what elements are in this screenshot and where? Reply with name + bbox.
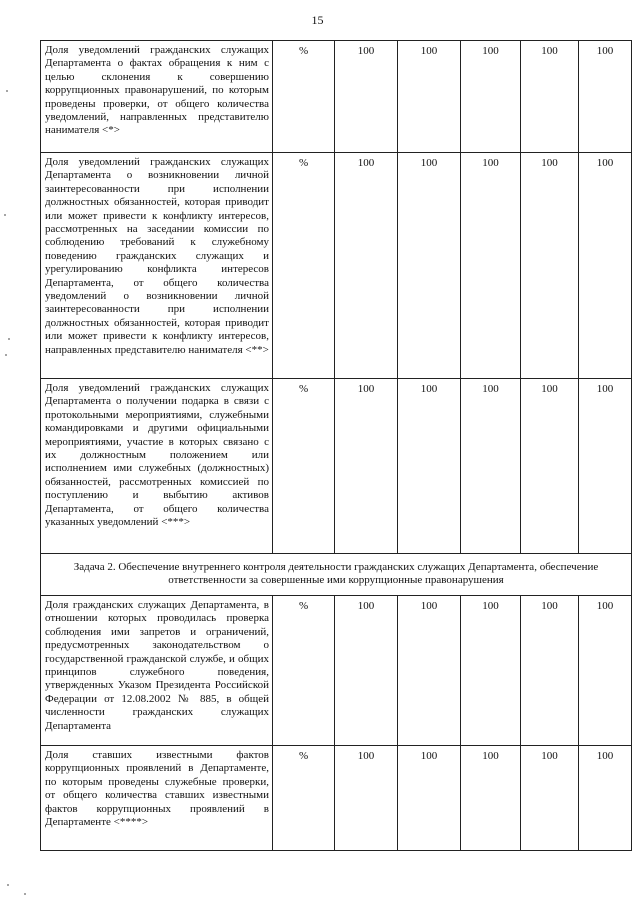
indicator-description: Доля уведомлений гражданских служащих Департамента о получении подарка в связи с протокольными мероприятиями, служебными командировками и другими официальными мероприятиями, участие в которых связано с их должностным положением или исполнением ими служебных (должностных) обязанностей, рассмотренных комиссией по поступлению и выбытию активов Департамента, от общего количества указанных уведомлений <***> — [41, 379, 273, 554]
scan-speck — [24, 893, 26, 895]
table-row — [41, 596, 632, 746]
indicator-value: 100 — [335, 746, 398, 851]
indicator-value: 100 — [521, 746, 579, 851]
page-number: 15 — [311, 13, 324, 27]
indicator-value: 100 — [579, 153, 632, 379]
indicators-table — [40, 40, 632, 851]
indicator-value: 100 — [398, 746, 461, 851]
indicator-value: 100 — [521, 41, 579, 153]
indicator-value: 100 — [335, 596, 398, 746]
scan-speck — [5, 354, 7, 356]
indicator-value: 100 — [398, 153, 461, 379]
indicator-value: 100 — [335, 41, 398, 153]
indicator-unit: % — [273, 153, 335, 379]
table-row — [41, 746, 632, 851]
scan-speck — [4, 214, 6, 216]
indicator-value: 100 — [579, 41, 632, 153]
indicator-value: 100 — [335, 379, 398, 554]
scan-speck — [7, 884, 9, 886]
indicator-value: 100 — [398, 596, 461, 746]
table-row — [41, 153, 632, 379]
scan-speck — [8, 338, 10, 340]
indicator-value: 100 — [579, 746, 632, 851]
task-2-title: Задача 2. Обеспечение внутреннего контроля деятельности гражданских служащих Департамента, обеспечение ответственности за совершенные ими коррупционные правонарушения — [41, 554, 632, 596]
indicator-value: 100 — [579, 379, 632, 554]
indicator-value: 100 — [579, 596, 632, 746]
indicator-value: 100 — [521, 153, 579, 379]
indicator-unit: % — [273, 41, 335, 153]
indicator-unit: % — [273, 596, 335, 746]
scan-speck — [6, 90, 8, 92]
indicator-value: 100 — [521, 379, 579, 554]
indicator-unit: % — [273, 746, 335, 851]
indicator-description: Доля ставших известными фактов коррупционных проявлений в Департаменте, по которым проведены служебные проверки, от общего количества ставших известными фактов коррупционных проявлений в Департаменте <****> — [41, 746, 273, 851]
indicator-value: 100 — [521, 596, 579, 746]
indicator-value: 100 — [461, 379, 521, 554]
indicator-value: 100 — [461, 153, 521, 379]
table-row — [41, 41, 632, 153]
indicator-value: 100 — [461, 746, 521, 851]
indicator-value: 100 — [461, 596, 521, 746]
table-row — [41, 379, 632, 554]
indicator-unit: % — [273, 379, 335, 554]
indicator-value: 100 — [461, 41, 521, 153]
indicator-value: 100 — [398, 379, 461, 554]
indicator-value: 100 — [398, 41, 461, 153]
indicator-value: 100 — [335, 153, 398, 379]
indicator-description: Доля уведомлений гражданских служащих Департамента о возникновении личной заинтересованности при исполнении должностных обязанностей, которая приводит или может привести к конфликту интересов, рассмотренных на заседании комиссии по соблюдению требований к служебному поведению гражданских служащих и урегулированию конфликта интересов Департамента, от общего количества уведомлений о возникновении личной заинтересованности при исполнении должностных обязанностей, которая приводит или может привести к конфликту интересов, направленных представителю нанимателя <**> — [41, 153, 273, 379]
indicator-description: Доля уведомлений гражданских служащих Департамента о фактах обращения к ним с целью склонения к совершению коррупционных правонарушений, по которым проведены проверки, от общего количества уведомлений, направленных представителю нанимателя <*> — [41, 41, 273, 153]
task-header-row — [41, 554, 632, 596]
indicator-description: Доля гражданских служащих Департамента, в отношении которых проводилась проверка соблюдения ими запретов и ограничений, предусмотренных законодательством о государственной гражданской службе, и общих принципов служебного поведения, утвержденных Указом Президента Российской Федерации от 12.08.2002 № 885, в общей численности гражданских служащих Департамента — [41, 596, 273, 746]
